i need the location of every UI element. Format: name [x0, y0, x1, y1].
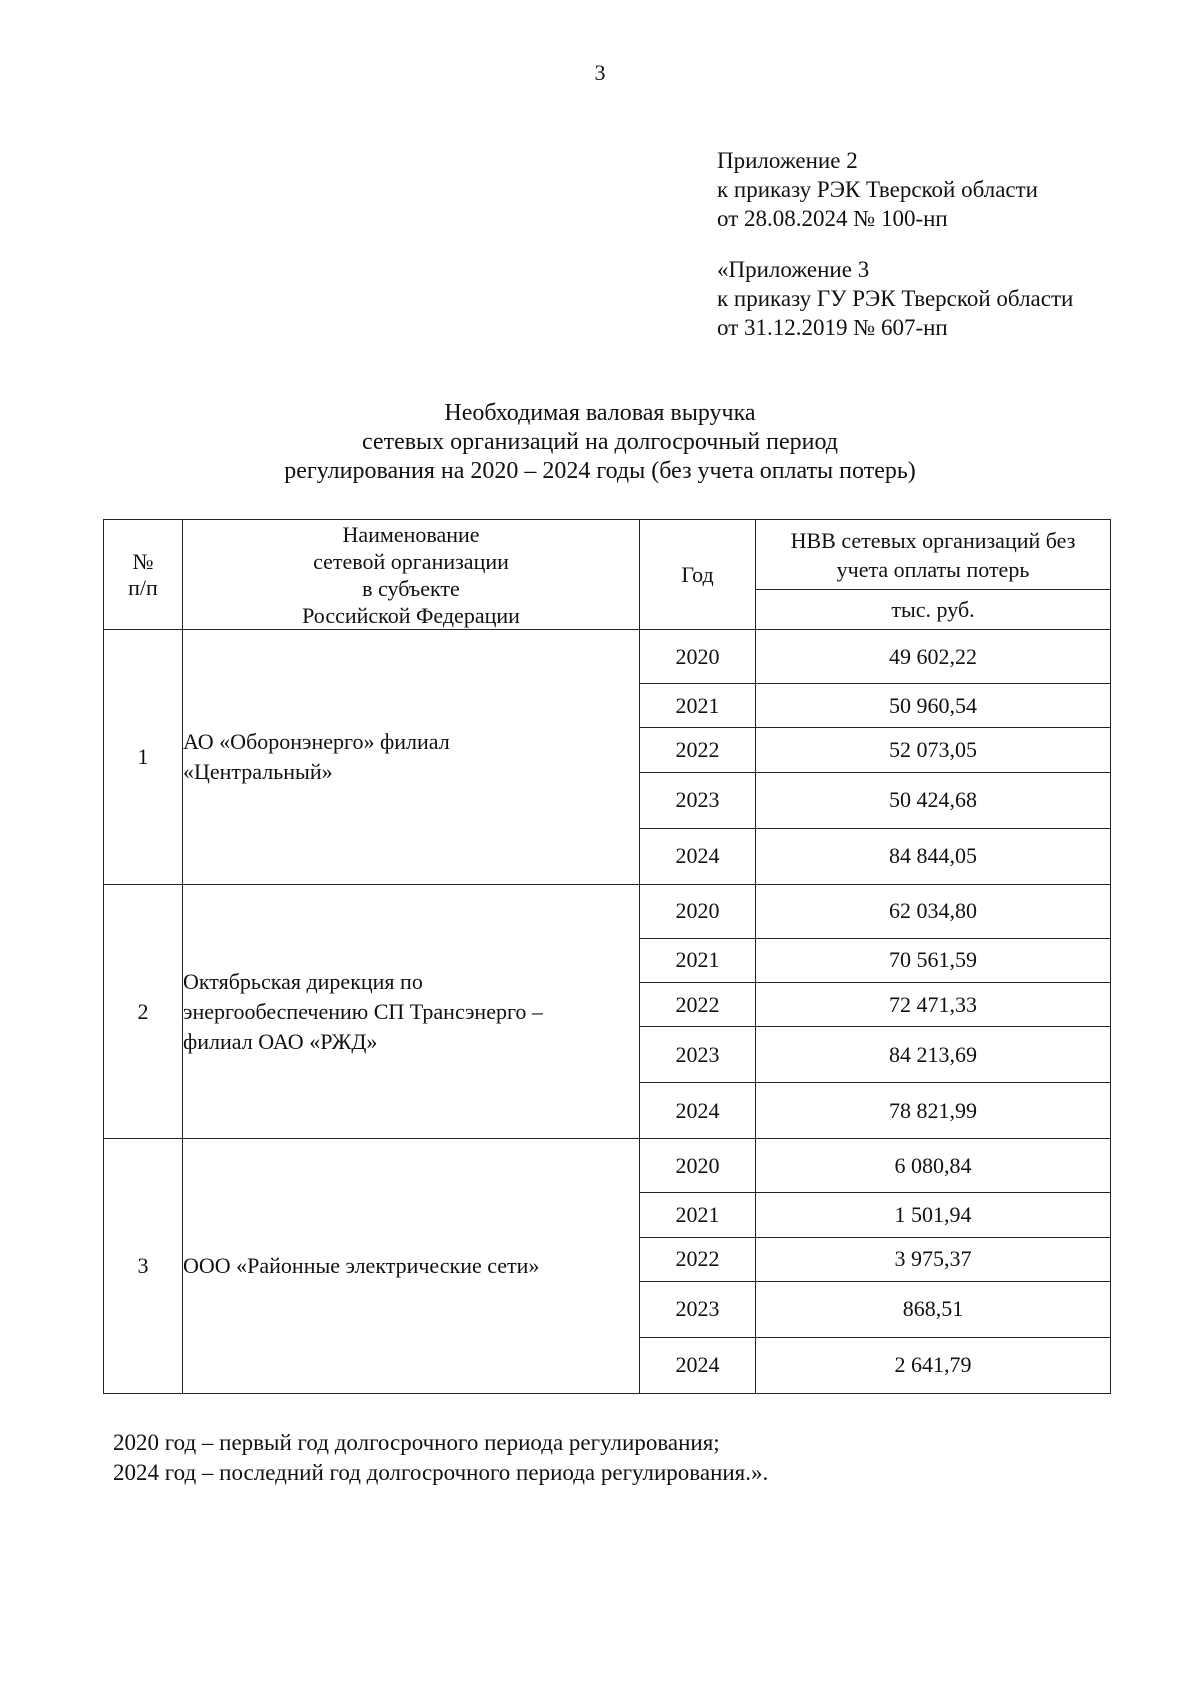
- value-cell: 3 975,37: [756, 1237, 1111, 1281]
- organization-name: [183, 630, 640, 885]
- nvv-table: [103, 519, 1111, 1394]
- table-row: [104, 1139, 1111, 1193]
- header-number-line2: п/п: [128, 574, 158, 600]
- organization-name-line1: АО «Оборонэнерго» филиал: [183, 729, 450, 754]
- value-cell: 52 073,05: [756, 728, 1111, 772]
- year-cell: 2021: [640, 1193, 756, 1237]
- organization-name-line1: ООО «Районные электрические сети»: [183, 1253, 540, 1279]
- value-cell: 2 641,79: [756, 1337, 1111, 1393]
- organization-name-line2: «Центральный»: [183, 759, 333, 784]
- value-cell: 49 602,22: [756, 630, 1111, 684]
- year-cell: 2024: [640, 1083, 756, 1139]
- title-line2: сетевых организаций на долгосрочный период: [361, 429, 839, 455]
- year-cell: 2022: [640, 982, 756, 1026]
- table-header-row: [104, 520, 1111, 590]
- page-number: 3: [594, 60, 606, 85]
- value-cell: 72 471,33: [756, 982, 1111, 1026]
- year-cell: 2021: [640, 938, 756, 982]
- header-name-line2: сетевой организации: [313, 548, 509, 574]
- value-cell: 70 561,59: [756, 938, 1111, 982]
- value-cell: 84 213,69: [756, 1027, 1111, 1083]
- header-name-line4: Российской Федерации: [302, 602, 520, 628]
- header-year: Год: [640, 520, 756, 630]
- organization-name-line2: энергообеспечению СП Трансэнерго –: [183, 998, 543, 1024]
- appendix-current-line1: Приложение 2: [717, 148, 858, 173]
- table-row: [104, 630, 1111, 684]
- year-cell: 2022: [640, 728, 756, 772]
- document-title: [0, 399, 1200, 486]
- header-nvv-line2: учета оплаты потерь: [836, 556, 1030, 582]
- table-row: [104, 884, 1111, 938]
- organization-name: [183, 1139, 640, 1394]
- footnote-line2: 2024 год – последний год долгосрочного периода регулирования.».: [113, 1460, 769, 1485]
- header-nvv: [756, 520, 1111, 590]
- value-cell: 6 080,84: [756, 1139, 1111, 1193]
- value-cell: 50 424,68: [756, 772, 1111, 828]
- year-cell: 2024: [640, 1337, 756, 1393]
- row-number: 3: [104, 1139, 183, 1394]
- header-name-line3: в субъекте: [362, 575, 460, 601]
- title-line1: Необходимая валовая выручка: [444, 400, 756, 426]
- year-cell: 2022: [640, 1237, 756, 1281]
- year-cell: 2021: [640, 684, 756, 728]
- footnotes: [113, 1428, 768, 1488]
- organization-name: [183, 884, 640, 1139]
- value-cell: 868,51: [756, 1281, 1111, 1337]
- organization-name-line3: филиал ОАО «РЖД»: [183, 1028, 378, 1054]
- title-line3: регулирования на 2020 – 2024 годы (без учета оплаты потерь): [284, 458, 916, 484]
- value-cell: 78 821,99: [756, 1083, 1111, 1139]
- footnote-line1: 2020 год – первый год долгосрочного периода регулирования;: [113, 1430, 720, 1455]
- header-organization: [183, 520, 640, 630]
- header-name-line1: Наименование: [342, 521, 480, 547]
- header-nvv-line1: НВВ сетевых организаций без: [790, 527, 1076, 553]
- value-cell: 62 034,80: [756, 884, 1111, 938]
- appendix-current: [717, 146, 1157, 233]
- year-cell: 2020: [640, 1139, 756, 1193]
- appendix-original-line3: от 31.12.2019 № 607-нп: [717, 315, 948, 340]
- appendix-current-line2: к приказу РЭК Тверской области: [717, 177, 1038, 202]
- value-cell: 1 501,94: [756, 1193, 1111, 1237]
- year-cell: 2020: [640, 884, 756, 938]
- year-cell: 2024: [640, 828, 756, 884]
- appendix-original: [717, 255, 1157, 342]
- value-cell: 84 844,05: [756, 828, 1111, 884]
- value-cell: 50 960,54: [756, 684, 1111, 728]
- header-unit: тыс. руб.: [756, 590, 1111, 630]
- organization-name-line1: Октябрьская дирекция по: [183, 968, 423, 994]
- appendix-current-line3: от 28.08.2024 № 100-нп: [717, 206, 948, 231]
- year-cell: 2020: [640, 630, 756, 684]
- appendix-original-line1: «Приложение 3: [717, 257, 870, 282]
- year-cell: 2023: [640, 772, 756, 828]
- year-cell: 2023: [640, 1027, 756, 1083]
- year-cell: 2023: [640, 1281, 756, 1337]
- header-number-line1: №: [132, 548, 154, 574]
- row-number: 1: [104, 630, 183, 885]
- row-number: 2: [104, 884, 183, 1139]
- header-number: [104, 520, 183, 630]
- appendix-original-line2: к приказу ГУ РЭК Тверской области: [717, 286, 1074, 311]
